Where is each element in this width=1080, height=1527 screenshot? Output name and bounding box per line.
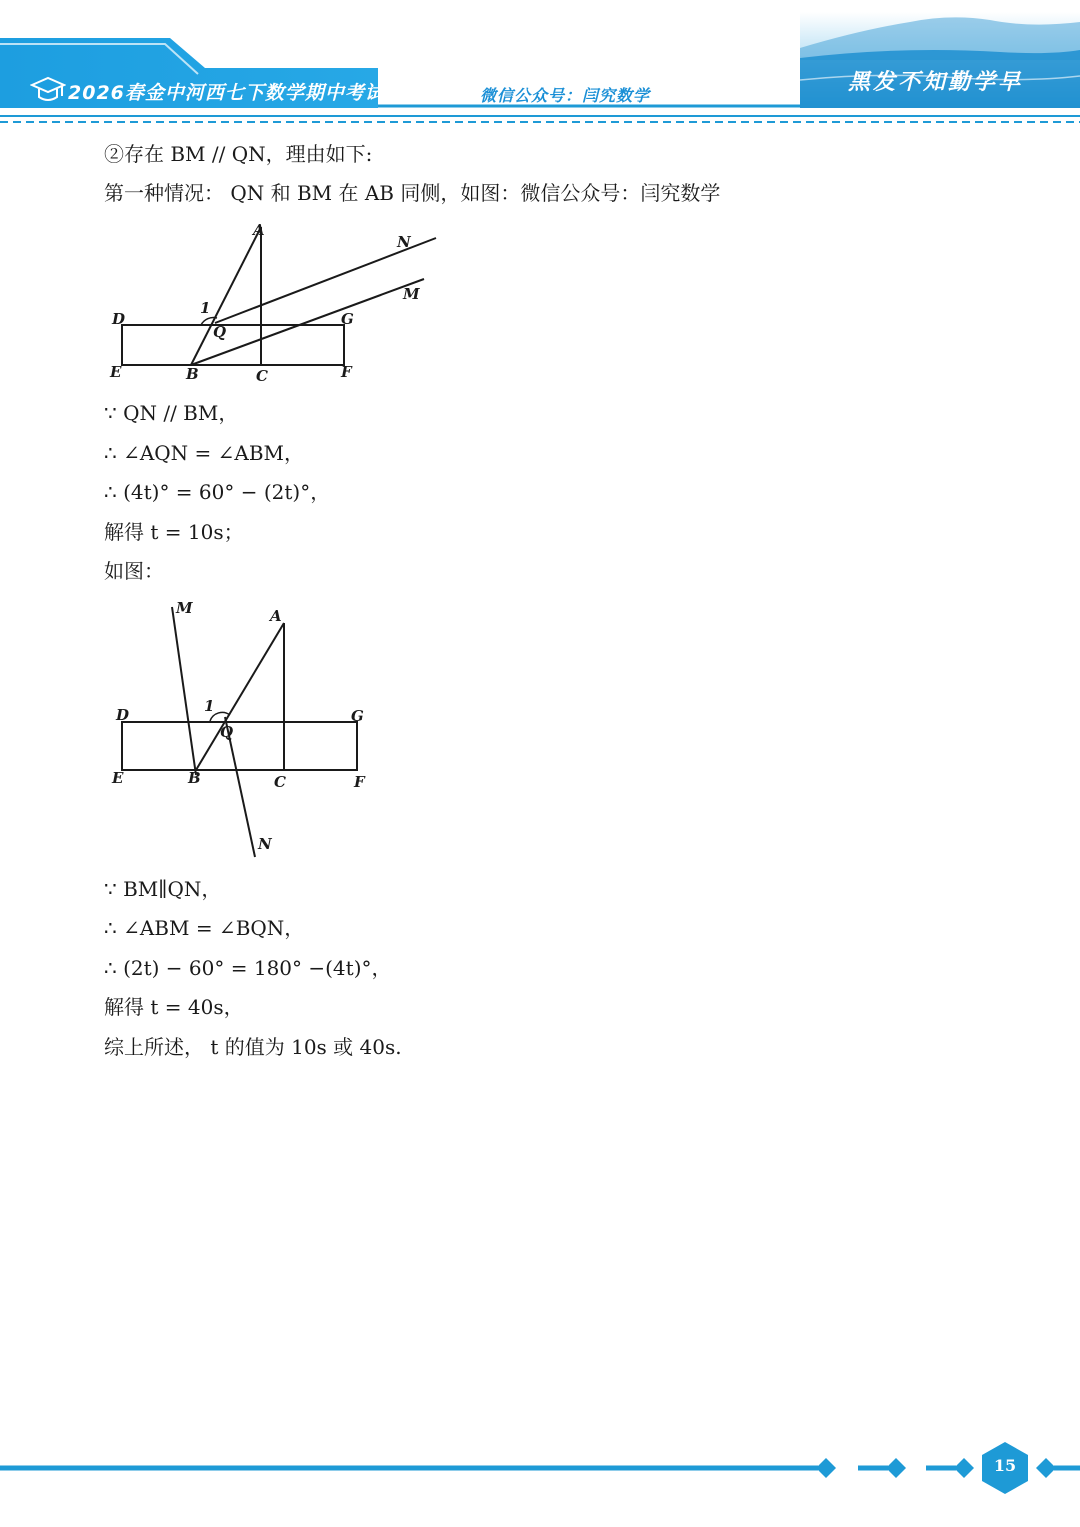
fig1-label-1: 1: [200, 299, 211, 317]
fig2-label-1: 1: [204, 697, 215, 715]
fig1-label-F: F: [341, 363, 352, 381]
text-line-5: ∴ (4t)° = 60° − (2t)°，: [104, 480, 331, 504]
text-line-12: 综上所述， t 的值为 10s 或 40s.: [104, 1035, 402, 1059]
fig1-label-M: M: [403, 285, 420, 303]
fig1-label-N: N: [397, 233, 411, 251]
wechat-account: 微信公众号：闫究数学: [480, 86, 651, 105]
fig2-label-F: F: [354, 773, 365, 791]
fig2-label-B: B: [188, 769, 201, 787]
text-line-11: 解得 t = 40s，: [104, 995, 244, 1019]
text-line-7: 如图：: [104, 559, 164, 583]
fig1-label-B: B: [186, 365, 199, 383]
fig1-label-C: C: [256, 367, 268, 385]
fig2-label-N: N: [258, 835, 272, 853]
footer-decoration: [0, 1440, 1080, 1500]
text-line-9: ∴ ∠ABM = ∠BQN，: [104, 916, 305, 940]
text-line-8: ∵ BM∥QN，: [104, 877, 222, 901]
text-line-10: ∴ (2t) − 60° = 180° −(4t)°，: [104, 956, 392, 980]
text-line-3: ∵ QN // BM，: [104, 401, 239, 425]
header-banner: [0, 0, 1080, 125]
fig1-label-A: A: [253, 221, 265, 239]
text-line-4: ∴ ∠AQN = ∠ABM，: [104, 441, 305, 465]
fig1-label-E: E: [110, 363, 122, 381]
page-number: 15: [993, 1456, 1017, 1475]
fig2-label-Q: Q: [220, 723, 234, 741]
figure-2-geometry: [100, 595, 390, 860]
text-line-2: 第一种情况： QN 和 BM 在 AB 同侧，如图：微信公众号：闫究数学: [104, 181, 721, 205]
fig1-label-D: D: [112, 310, 126, 328]
fig1-label-Q: Q: [213, 323, 227, 341]
fig2-label-D: D: [116, 706, 130, 724]
fig2-label-A: A: [270, 607, 282, 625]
graduation-cap-icon: [30, 76, 66, 104]
fig2-label-E: E: [112, 769, 124, 787]
fig1-label-G: G: [341, 310, 354, 328]
fig2-label-G: G: [351, 707, 364, 725]
text-line-6: 解得 t = 10s；: [104, 520, 244, 544]
text-line-1: ②存在 BM // QN，理由如下:: [104, 142, 373, 166]
header-motto: 黑发不知勤学早: [848, 70, 1024, 95]
fig2-label-C: C: [274, 773, 286, 791]
fig2-label-M: M: [176, 599, 193, 617]
figure-1-geometry: [100, 215, 450, 385]
exam-title: 2026春金中河西七下数学期中考试: [68, 82, 385, 104]
